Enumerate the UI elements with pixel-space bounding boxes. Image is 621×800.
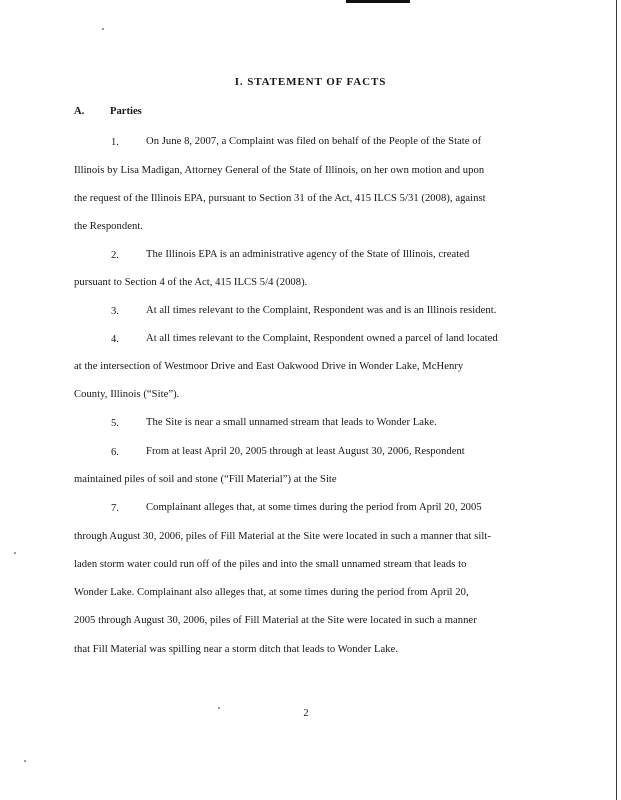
paragraph-5-line-1: The Site is near a small unnamed stream that leads to Wonder Lake. xyxy=(146,417,437,428)
paragraph-1-line-1: On June 8, 2007, a Complaint was filed on behalf of the People of the State of xyxy=(146,136,482,147)
paragraph-4-line-2: at the intersection of Westmoor Drive and East Oakwood Drive in Wonder Lake, McHenry xyxy=(74,361,464,372)
scan-edge-line xyxy=(616,0,617,800)
paragraph-number-1: 1. xyxy=(111,137,119,148)
paragraph-4-line-3: County, Illinois (“Site”). xyxy=(74,389,180,400)
paragraph-2-line-2: pursuant to Section 4 of the Act, 415 ILCS 5/4 (2008). xyxy=(74,277,308,288)
scan-speck xyxy=(102,28,104,30)
section-title: Parties xyxy=(110,106,142,117)
section-letter: A. xyxy=(74,106,85,117)
statement-of-facts-heading: I. STATEMENT OF FACTS xyxy=(234,76,387,88)
paragraph-6-line-1: From at least April 20, 2005 through at least August 30, 2006, Respondent xyxy=(146,446,465,457)
paragraph-1-line-3: the request of the Illinois EPA, pursuant to Section 31 of the Act, 415 ILCS 5/31 (2008), against xyxy=(74,193,486,204)
paragraph-number-7: 7. xyxy=(111,503,119,514)
paragraph-7-line-3: laden storm water could run off of the piles and into the small unnamed stream that leads to xyxy=(74,559,467,570)
paragraph-7-line-1: Complainant alleges that, at some times during the period from April 20, 2005 xyxy=(146,502,482,513)
scan-speck xyxy=(14,552,16,554)
paragraph-number-3: 3. xyxy=(111,306,119,317)
paragraph-number-5: 5. xyxy=(111,418,119,429)
paragraph-1-line-4: the Respondent. xyxy=(74,221,144,232)
paragraph-3-line-1: At all times relevant to the Complaint, Respondent was and is an Illinois resident. xyxy=(146,305,497,316)
paragraph-7-line-5: 2005 through August 30, 2006, piles of Fill Material at the Site were located in such a manner xyxy=(74,615,477,626)
page-number: 2 xyxy=(303,708,309,719)
scan-edge-mark xyxy=(346,0,410,3)
paragraph-7-line-4: Wonder Lake. Complainant also alleges that, at some times during the period from April 20, xyxy=(74,587,469,598)
paragraph-number-6: 6. xyxy=(111,447,119,458)
paragraph-6-line-2: maintained piles of soil and stone (“Fill Material”) at the Site xyxy=(74,474,337,485)
scan-speck xyxy=(24,760,26,762)
paragraph-7-line-6: that Fill Material was spilling near a storm ditch that leads to Wonder Lake. xyxy=(74,644,399,655)
scan-speck xyxy=(218,707,220,709)
paragraph-7-line-2: through August 30, 2006, piles of Fill Material at the Site were located in such a manner that silt- xyxy=(74,531,491,542)
paragraph-4-line-1: At all times relevant to the Complaint, Respondent owned a parcel of land located xyxy=(146,333,498,344)
paragraph-number-4: 4. xyxy=(111,334,119,345)
paragraph-1-line-2: Illinois by Lisa Madigan, Attorney General of the State of Illinois, on her own motion and upon xyxy=(74,165,485,176)
paragraph-number-2: 2. xyxy=(111,250,119,261)
paragraph-2-line-1: The Illinois EPA is an administrative agency of the State of Illinois, created xyxy=(146,249,470,260)
